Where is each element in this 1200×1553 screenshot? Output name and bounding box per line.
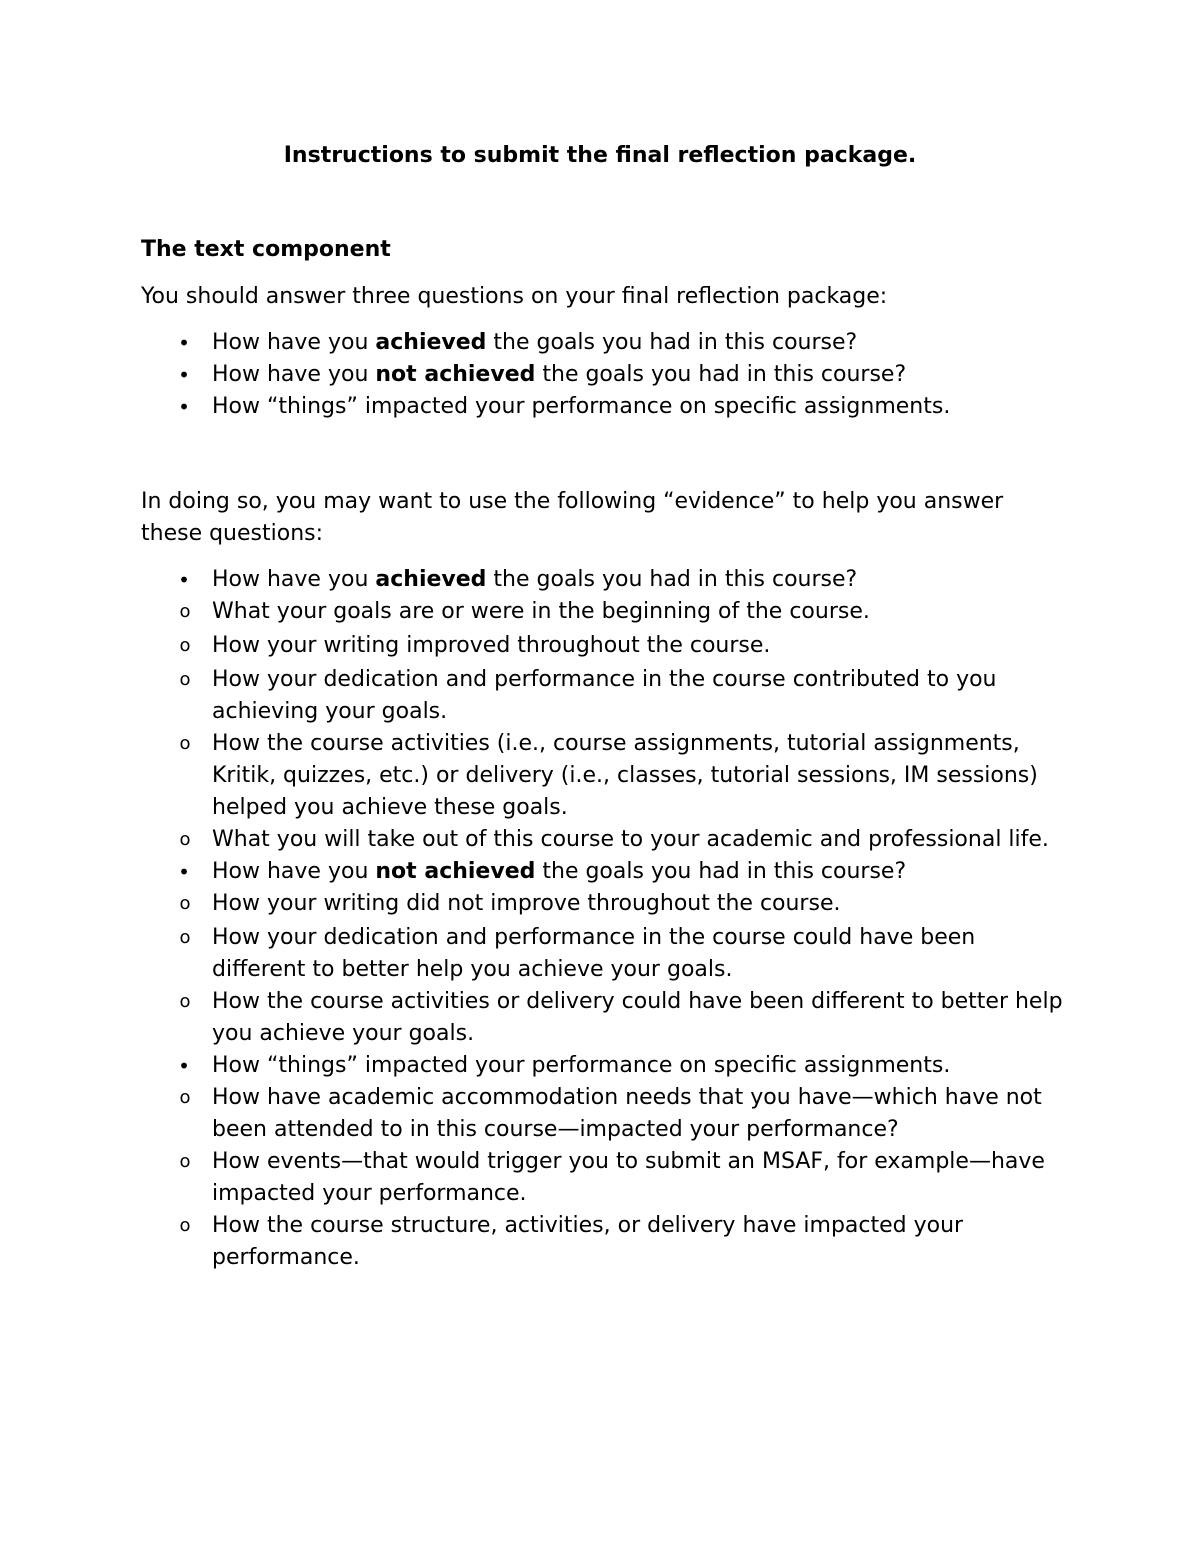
sublist-item-text: How your dedication and performance in the course could have been different to better help you achieve your goals. bbox=[212, 925, 976, 982]
sub-bullet-icon: o bbox=[179, 991, 191, 1012]
sublist-item bbox=[141, 1210, 1071, 1274]
sublist-item-text: How the course activities (i.e., course assignments, tutorial assignments, Kritik, quizzes, etc.) or delivery (i.e., classes, tutorial sessions, IM sessions) helped you achieve these goals. bbox=[212, 731, 1038, 820]
document-title: Instructions to submit the final reflection package. bbox=[283, 143, 917, 168]
bullet-icon: • bbox=[178, 860, 190, 884]
sublist-item-text: How have academic accommodation needs that you have—which have not been attended to in this course—impacted your performance? bbox=[212, 1085, 1042, 1142]
sub-bullet-icon: o bbox=[179, 1087, 191, 1108]
sublist bbox=[141, 1082, 1071, 1274]
list-item-text-post: the goals you had in this course? bbox=[486, 330, 858, 355]
sublist-item bbox=[141, 664, 1071, 728]
sublist-item bbox=[141, 728, 1071, 824]
evidence-intro-paragraph: In doing so, you may want to use the following “evidence” to help you answer these questions: bbox=[141, 489, 1004, 546]
sublist-item bbox=[141, 922, 1071, 986]
sub-bullet-icon: o bbox=[179, 635, 191, 656]
sublist-item bbox=[141, 824, 1071, 856]
list-item-text-post: the goals you had in this course? bbox=[486, 567, 858, 592]
bullet-icon: • bbox=[178, 331, 190, 355]
sublist-container bbox=[141, 596, 1071, 856]
list-item bbox=[141, 564, 1071, 596]
sublist-item-text: How events—that would trigger you to submit an MSAF, for example—have impacted your performance. bbox=[212, 1149, 1045, 1206]
evidence-list bbox=[141, 564, 1071, 1274]
sub-bullet-icon: o bbox=[179, 1215, 191, 1236]
list-item-text-bold: not achieved bbox=[375, 859, 536, 884]
list-item-text-bold: achieved bbox=[375, 330, 487, 355]
sublist bbox=[141, 596, 1071, 856]
sublist-container bbox=[141, 888, 1071, 1050]
sub-bullet-icon: o bbox=[179, 829, 191, 850]
list-item bbox=[141, 327, 1071, 359]
intro-paragraph: You should answer three questions on your final reflection package: bbox=[141, 284, 888, 309]
sublist-item-text: How the course structure, activities, or delivery have impacted your performance. bbox=[212, 1213, 964, 1270]
sub-bullet-icon: o bbox=[179, 733, 191, 754]
sublist-item-text: What your goals are or were in the beginning of the course. bbox=[212, 599, 870, 624]
sublist-item-text: What you will take out of this course to your academic and professional life. bbox=[212, 827, 1049, 852]
sublist-item-text: How your writing improved throughout the course. bbox=[212, 633, 771, 658]
sublist-container bbox=[141, 1082, 1071, 1274]
sublist-item-text: How your dedication and performance in the course contributed to you achieving your goals. bbox=[212, 667, 997, 724]
list-item-text-bold: achieved bbox=[375, 567, 487, 592]
sublist-item-text: How the course activities or delivery could have been different to better help you achieve your goals. bbox=[212, 989, 1063, 1046]
sublist-item bbox=[141, 986, 1071, 1050]
bullet-icon: • bbox=[178, 1054, 190, 1078]
list-item-text-pre: How “things” impacted your performance on specific assignments. bbox=[212, 1053, 951, 1078]
list-item-text-pre: How “things” impacted your performance on specific assignments. bbox=[212, 394, 951, 419]
list-item-text-pre: How have you bbox=[212, 567, 376, 592]
sublist-item bbox=[141, 1146, 1071, 1210]
sub-bullet-icon: o bbox=[179, 893, 191, 914]
section-heading: The text component bbox=[141, 237, 391, 262]
bullet-icon: • bbox=[178, 568, 190, 592]
bullet-icon: • bbox=[178, 363, 190, 387]
sublist bbox=[141, 888, 1071, 1050]
sublist-item bbox=[141, 596, 1071, 628]
sub-bullet-icon: o bbox=[179, 927, 191, 948]
list-item-text-bold: not achieved bbox=[375, 362, 536, 387]
sublist-item-text: How your writing did not improve throughout the course. bbox=[212, 891, 841, 916]
questions-list bbox=[141, 327, 1071, 423]
bullet-icon: • bbox=[178, 395, 190, 419]
list-item bbox=[141, 359, 1071, 391]
list-item-text-pre: How have you bbox=[212, 330, 376, 355]
list-item bbox=[141, 391, 1071, 423]
list-item-text-pre: How have you bbox=[212, 362, 376, 387]
sublist-item bbox=[141, 630, 1071, 662]
list-item-text-post: the goals you had in this course? bbox=[535, 362, 907, 387]
sublist-item bbox=[141, 1082, 1071, 1146]
list-item-text-pre: How have you bbox=[212, 859, 376, 884]
list-item-text-post: the goals you had in this course? bbox=[535, 859, 907, 884]
sub-bullet-icon: o bbox=[179, 1151, 191, 1172]
list-item bbox=[141, 1050, 1071, 1082]
sub-bullet-icon: o bbox=[179, 601, 191, 622]
list-item bbox=[141, 856, 1071, 888]
sub-bullet-icon: o bbox=[179, 669, 191, 690]
sublist-item bbox=[141, 888, 1071, 920]
